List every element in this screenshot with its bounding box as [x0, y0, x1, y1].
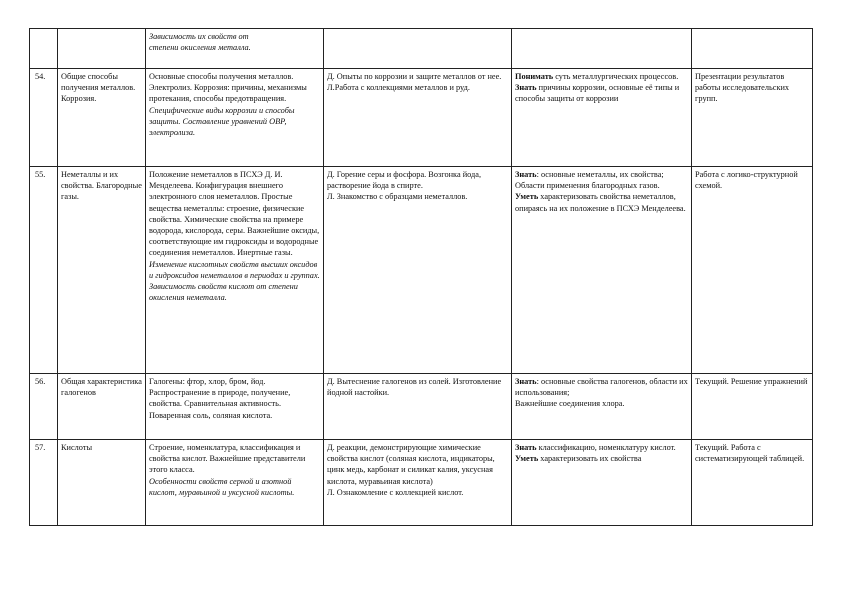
requirements-cell	[512, 29, 692, 69]
lesson-topic-cell	[58, 440, 146, 526]
requirement-line	[515, 169, 688, 180]
lesson-topic: Общие способы получения металлов. Коррозия.	[61, 72, 136, 104]
table-row	[30, 440, 813, 526]
requirement-line	[515, 180, 688, 191]
lesson-number: 54.	[35, 72, 46, 81]
requirements-cell	[512, 167, 692, 374]
control-form-cell	[692, 69, 813, 167]
experiment-text: Д. Опыты по коррозии и защите металлов от нее. Л.Работа с коллекциями металлов и руд.	[327, 72, 502, 93]
control-form-text: Текущий. Работа с систематизирующей таблицей.	[695, 443, 805, 464]
requirement-label: Знать	[515, 170, 537, 179]
lesson-number-cell	[30, 374, 58, 440]
lesson-content-cell	[146, 374, 324, 440]
lesson-content-cell	[146, 69, 324, 167]
experiment-cell	[324, 29, 512, 69]
requirement-label: Понимать	[515, 72, 554, 81]
lesson-content-cell	[146, 29, 324, 69]
requirement-text: : основные свойства галогенов, области их использования;	[515, 377, 688, 398]
table-row	[30, 29, 813, 69]
experiment-cell	[324, 69, 512, 167]
requirement-text: суть металлургических процессов.	[553, 72, 679, 81]
requirement-text: причины коррозии, основные её типы и способы защиты от коррозии	[515, 83, 680, 104]
control-form-cell	[692, 440, 813, 526]
experiment-cell	[324, 440, 512, 526]
content-paragraph: Строение, номенклатура, классификация и свойства кислот. Важнейшие представители этого класса.	[149, 443, 306, 475]
control-form-text: Работа с логико-структурной схемой.	[695, 170, 798, 191]
requirement-label: Знать	[515, 443, 537, 452]
lesson-topic-cell	[58, 374, 146, 440]
table-row	[30, 374, 813, 440]
control-form-cell	[692, 29, 813, 69]
control-form-cell	[692, 374, 813, 440]
lesson-topic: Общая характеристика галогенов	[61, 377, 142, 398]
table-row	[30, 167, 813, 374]
content-paragraph: степени окисления металла.	[149, 43, 251, 53]
control-form-text: Презентации результатов работы исследовательских групп.	[695, 72, 790, 104]
requirement-label: Знать	[515, 83, 537, 93]
requirement-text: классификацию, номенклатуру кислот.	[536, 443, 676, 452]
lesson-topic-cell	[58, 167, 146, 374]
requirement-line	[515, 453, 688, 464]
requirement-text: характеризовать свойства неметаллов, опираясь на их положение в ПСХЭ Менделеева.	[515, 192, 686, 213]
lesson-topic: Неметаллы и их свойства. Благородные газы.	[61, 170, 142, 202]
control-form-text: Текущий. Решение упражнений	[695, 377, 808, 386]
requirements-cell	[512, 374, 692, 440]
requirement-label: Знать	[515, 377, 537, 386]
lesson-topic-cell	[58, 69, 146, 167]
experiment-text: Д. реакции, демонстрирующие химические свойства кислот (соляная кислота, индикаторы, цинк медь, карбонат и силикат калия, уксусная кислота, муравьиная кислота) Л. Ознакомление с коллекцией кислот.	[327, 443, 495, 497]
experiment-cell	[324, 374, 512, 440]
content-paragraph: Зависимость их свойств от	[149, 32, 249, 41]
lesson-number-cell	[30, 167, 58, 374]
requirement-label: Уметь	[515, 454, 539, 464]
requirement-label: Уметь	[515, 192, 539, 202]
control-form-cell	[692, 167, 813, 374]
lesson-number-cell	[30, 29, 58, 69]
requirement-text: Важнейшие соединения хлора.	[515, 399, 625, 409]
lesson-content-cell	[146, 167, 324, 374]
requirement-line	[515, 71, 688, 82]
curriculum-table	[29, 28, 813, 526]
requirements-cell	[512, 440, 692, 526]
experiment-text: Д. Горение серы и фосфора. Возгонка йода, растворение йода в спирте. Л. Знакомство с образцами неметаллов.	[327, 170, 482, 202]
lesson-number-cell	[30, 69, 58, 167]
requirement-line	[515, 82, 688, 104]
experiment-cell	[324, 167, 512, 374]
content-paragraph: Изменение кислотных свойств высших оксидов и гидроксидов неметаллов в периодах и группах. Зависимость свойств кислот от степени окисления неметалла.	[149, 259, 320, 303]
experiment-text: Д. Вытеснение галогенов из солей. Изготовление йодной настойки.	[327, 377, 502, 398]
content-paragraph: Специфические виды коррозии и способы защиты. Составление уравнений ОВР, электролиза.	[149, 105, 295, 138]
lesson-topic-cell	[58, 29, 146, 69]
lesson-number: 55.	[35, 170, 46, 179]
lesson-number: 56.	[35, 377, 46, 386]
table-row	[30, 69, 813, 167]
lesson-topic: Кислоты	[61, 443, 93, 452]
content-paragraph: Галогены: фтор, хлор, бром, йод. Распространение в природе, получение, свойства. Сравнительная активность. Поваренная соль, соляная кислота.	[149, 377, 291, 420]
content-paragraph: Положение неметаллов в ПСХЭ Д. И. Менделеева. Конфигурация внешнего электронного слоя неметаллов. Простые вещества неметаллы: строение, физические свойства. Химические свойства на примере водорода, кислорода, серы. Важнейшие оксиды, соответствующие им гидроксиды и водородные соединения неметаллов. Инертные газы.	[149, 170, 320, 258]
lesson-number: 57.	[35, 443, 46, 452]
requirement-text: Области применения благородных газов.	[515, 181, 660, 191]
requirement-line	[515, 398, 688, 409]
requirements-cell	[512, 69, 692, 167]
requirement-line	[515, 376, 688, 398]
requirement-text: характеризовать их свойства	[538, 454, 642, 464]
requirement-text: : основные неметаллы, их свойства;	[536, 170, 664, 179]
table-body	[30, 29, 813, 526]
lesson-content-cell	[146, 440, 324, 526]
requirement-line	[515, 442, 688, 453]
requirement-line	[515, 191, 688, 213]
lesson-number-cell	[30, 440, 58, 526]
content-paragraph: Основные способы получения металлов. Электролиз. Коррозия: причины, механизмы протекания, способы предотвращения.	[149, 72, 307, 104]
content-paragraph: Особенности свойств серной и азотной кислот, муравьиной и уксусной кислоты.	[149, 476, 295, 497]
